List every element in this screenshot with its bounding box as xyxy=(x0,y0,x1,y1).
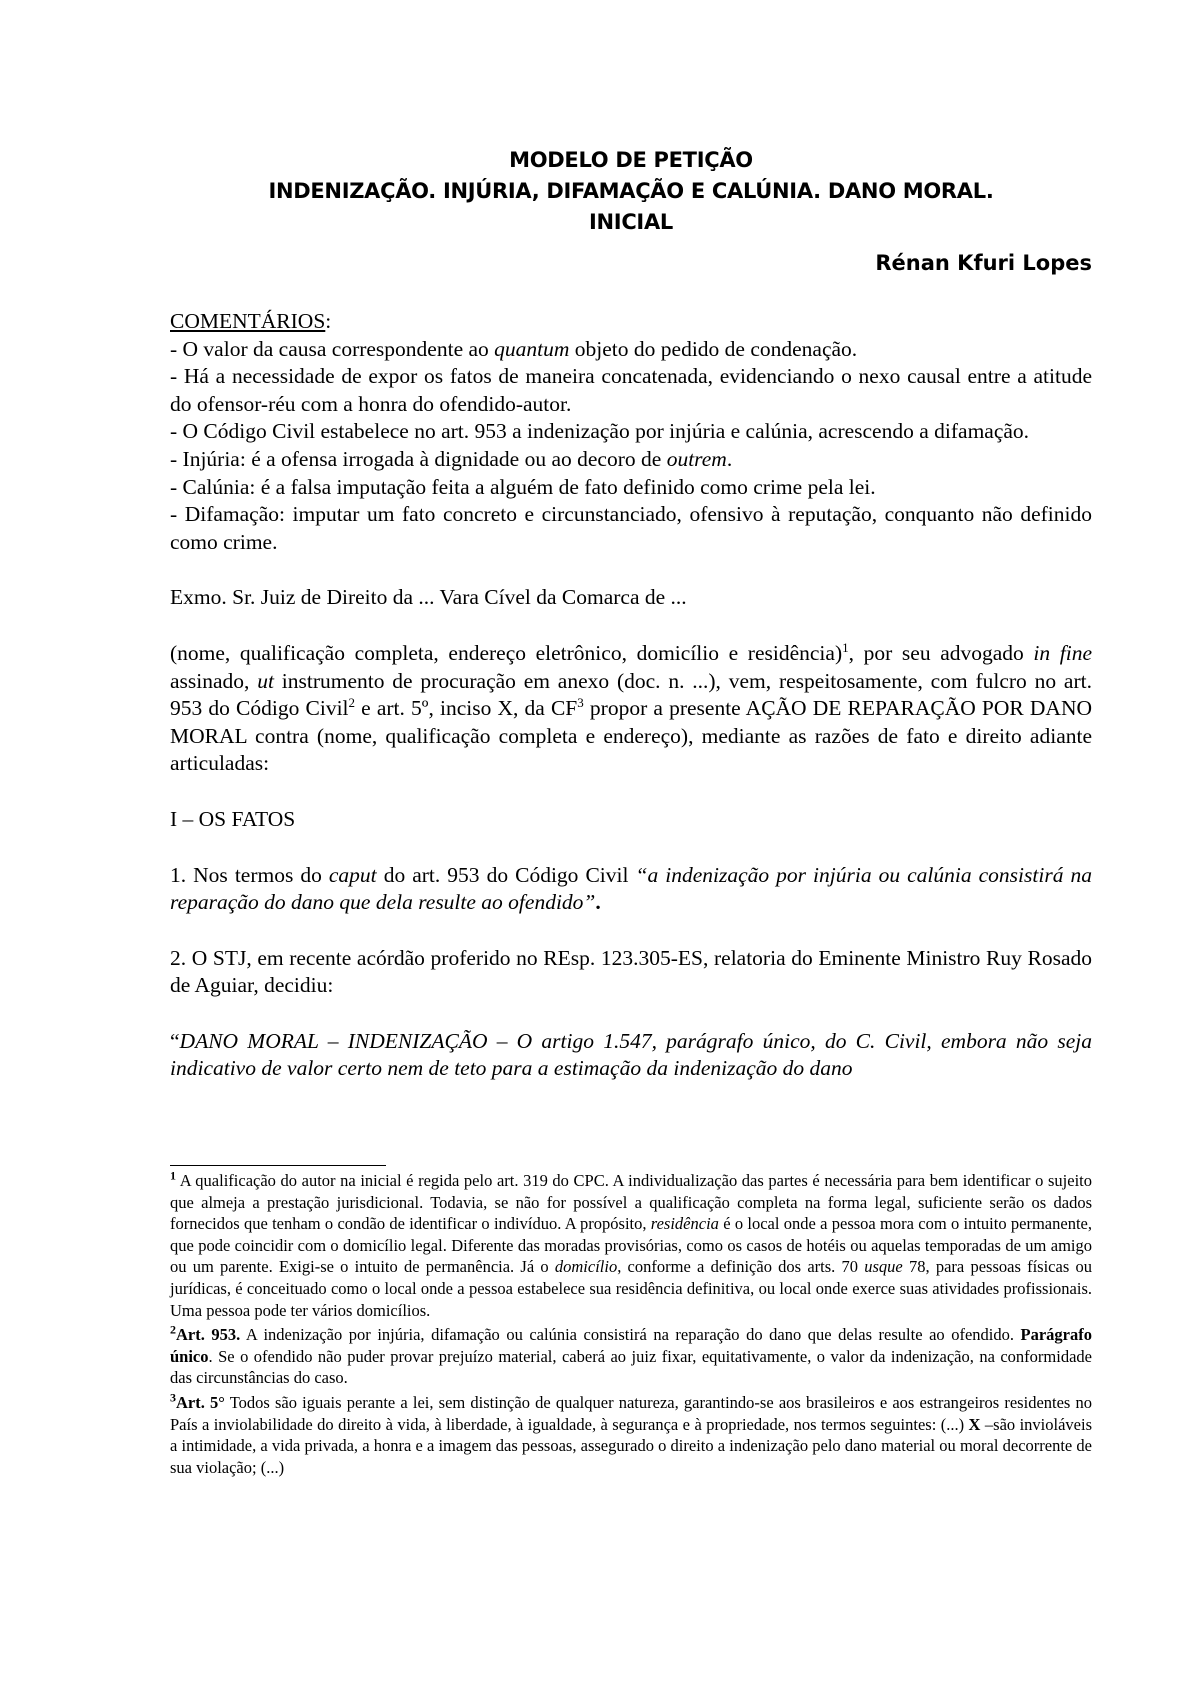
address-line: Exmo. Sr. Juiz de Direito da ... Vara Cível da Comarca de ... xyxy=(170,585,687,610)
footnote-1-emphasis-3: usque xyxy=(864,1257,903,1277)
comments-heading xyxy=(170,308,1092,336)
intro-emphasis-1: in fine xyxy=(1033,640,1093,665)
paragraph-3 xyxy=(170,1028,1092,1083)
intro-text-5: e art. 5º, inciso X, da CF xyxy=(355,696,578,721)
paragraph-1-text-mid: do art. 953 do Código Civil xyxy=(376,862,636,887)
author: Rénan Kfuri Lopes xyxy=(875,251,1092,275)
footnote-separator xyxy=(170,1165,386,1166)
footnote-ref-2[interactable]: 2 xyxy=(348,694,356,710)
comment-4-emphasis: outrem xyxy=(666,446,727,471)
footnotes xyxy=(170,1170,1092,1481)
spacer xyxy=(170,1000,1092,1028)
comment-line-2: - Há a necessidade de expor os fatos de maneira concatenada, evidenciando o nexo causal entre a atitude do ofensor-réu com a honra do ofendido-autor. xyxy=(170,364,1092,416)
section-title: I – OS FATOS xyxy=(170,806,296,831)
spacer xyxy=(170,612,1092,640)
paragraph-1 xyxy=(170,862,1092,917)
intro-emphasis-2: ut xyxy=(257,668,274,693)
footnote-1-text-3: , conforme a definição dos arts. 70 xyxy=(617,1257,865,1277)
footnote-ref-1[interactable]: 1 xyxy=(842,639,849,655)
footnote-1-emphasis-1: residência xyxy=(650,1214,719,1234)
paragraph-1-text: 1. Nos termos do xyxy=(170,862,329,887)
spacer xyxy=(170,778,1092,806)
comment-4-text-end: . xyxy=(726,446,733,471)
footnote-2-number: 2 xyxy=(170,1322,176,1337)
intro-text-3: assinado, xyxy=(170,668,258,693)
comment-1-text-end: objeto do pedido de condenação. xyxy=(569,336,858,361)
spacer xyxy=(170,834,1092,862)
comment-line-4 xyxy=(170,446,1092,474)
title-line-1: MODELO DE PETIÇÃO xyxy=(509,148,753,172)
comment-line-6: - Difamação: imputar um fato concreto e circunstanciado, ofensivo à reputação, conquanto não definido como crime. xyxy=(170,502,1092,554)
footnote-2-text-2: . Se o ofendido não puder provar prejuízo material, caberá ao juiz fixar, equitativamente, o valor da indenização, na conformidade das circunstâncias do caso. xyxy=(170,1346,1092,1388)
comment-line-3: - O Código Civil estabelece no art. 953 a indenização por injúria e calúnia, acrescendo a difamação. xyxy=(170,419,1030,444)
comment-4-text: - Injúria: é a ofensa irrogada à dignidade ou ao decoro de xyxy=(170,446,667,471)
paragraph-1-end: . xyxy=(595,890,601,915)
footnote-2-bold-1: Art. 953. xyxy=(176,1325,241,1345)
footnote-3-text-2: –são invioláveis a intimidade, a vida privada, a honra e a imagem das pessoas, assegurado o direito a indenização pelo dano material ou moral decorrente de sua violação; (...) xyxy=(170,1414,1093,1477)
spacer xyxy=(170,556,1092,584)
footnote-ref-3[interactable]: 3 xyxy=(577,694,584,710)
comments-heading-text: COMENTÁRIOS xyxy=(170,309,326,333)
footnote-1-number: 1 xyxy=(170,1168,176,1183)
footnote-1-text-2: é o local onde a pessoa mora com o intuito permanente, que pode coincidir com o domicílio legal. Diferente das moradas provisórias, como os casos de hotéis ou aquelas temporadas de um amigo ou um parente. Exigi-se o intuito de permanência. Já o xyxy=(170,1214,1092,1277)
intro-text-2: , por seu advogado xyxy=(848,640,1034,665)
spacer xyxy=(170,917,1092,945)
footnote-1 xyxy=(170,1170,1092,1321)
intro-paragraph xyxy=(170,640,1092,778)
comment-line-5: - Calúnia: é a falsa imputação feita a alguém de fato definido como crime pela lei. xyxy=(170,474,876,499)
footnote-2-bold-2: Parágrafo único xyxy=(170,1325,1093,1366)
comment-1-text: - O valor da causa correspondente ao xyxy=(170,336,495,361)
footnote-3-text: Todos são iguais perante a lei, sem distinção de qualquer natureza, garantindo-se aos brasileiros e aos estrangeiros residentes no País a inviolabilidade do direito à vida, à liberdade, à igualdade, à segurança e à propriedade, nos termos seguintes: (...) xyxy=(170,1392,1092,1434)
paragraph-3-quote: DANO MORAL – INDENIZAÇÃO – O artigo 1.547, parágrafo único, do C. Civil, embora não seja indicativo de valor certo nem de teto para a estimação da indenização do dano xyxy=(170,1028,1092,1081)
footnote-3 xyxy=(170,1392,1092,1478)
comment-line-1 xyxy=(170,336,1092,364)
paragraph-1-emphasis: caput xyxy=(328,862,377,887)
footnote-3-bold-2: X xyxy=(968,1414,981,1434)
footnote-1-text-4: 78, para pessoas físicas ou jurídicas, é conceituado como o local onde a pessoa estabelece sua residência definitiva, ou local onde exerce suas atividades profissionais. Uma pessoa pode ter vários domicílios. xyxy=(170,1257,1092,1320)
quote-open-mark: “ xyxy=(170,1028,180,1053)
comments-heading-colon: : xyxy=(325,309,332,333)
footnote-3-bold-1: Art. 5° xyxy=(176,1392,225,1412)
title-line-3: INICIAL xyxy=(589,210,673,234)
footnote-3-number: 3 xyxy=(170,1390,176,1405)
intro-text-1: (nome, qualificação completa, endereço eletrônico, domicílio e residência) xyxy=(170,640,843,665)
footnote-2 xyxy=(170,1324,1092,1389)
intro-text-4: instrumento de procuração em anexo (doc. n. ...), vem, respeitosamente, com fulcro no art. 953 do Código Civil xyxy=(170,668,1092,721)
footnote-1-text: A qualificação do autor na inicial é regida pelo art. 319 do CPC. A individualização das partes é necessária para bem identificar o sujeito que almeja a prestação jurisdicional. Todavia, se não for possível a qualificação completa na forma legal, suficiente serão os dados fornecidos que tenham o condão de identificar o indivíduo. A propósito, xyxy=(170,1171,1092,1234)
paragraph-1-quote: “a indenização por injúria ou calúnia consistirá na reparação do dano que dela resulte ao ofendido” xyxy=(170,862,1092,915)
document-body xyxy=(170,308,1092,1083)
comment-1-emphasis: quantum xyxy=(494,336,570,361)
footnote-1-emphasis-2: domicílio xyxy=(554,1257,618,1277)
title-line-2: INDENIZAÇÃO. INJÚRIA, DIFAMAÇÃO E CALÚNIA. DANO MORAL. xyxy=(268,179,994,203)
intro-text-6: propor a presente AÇÃO DE REPARAÇÃO POR DANO MORAL contra (nome, qualificação completa e endereço), mediante as razões de fato e direito adiante articuladas: xyxy=(170,696,1093,776)
footnote-2-text: A indenização por injúria, difamação ou calúnia consistirá na reparação do dano que delas resulte ao ofendido. xyxy=(240,1325,1021,1345)
paragraph-2: 2. O STJ, em recente acórdão proferido no REsp. 123.305-ES, relatoria do Eminente Ministro Ruy Rosado de Aguiar, decidiu: xyxy=(170,945,1092,998)
